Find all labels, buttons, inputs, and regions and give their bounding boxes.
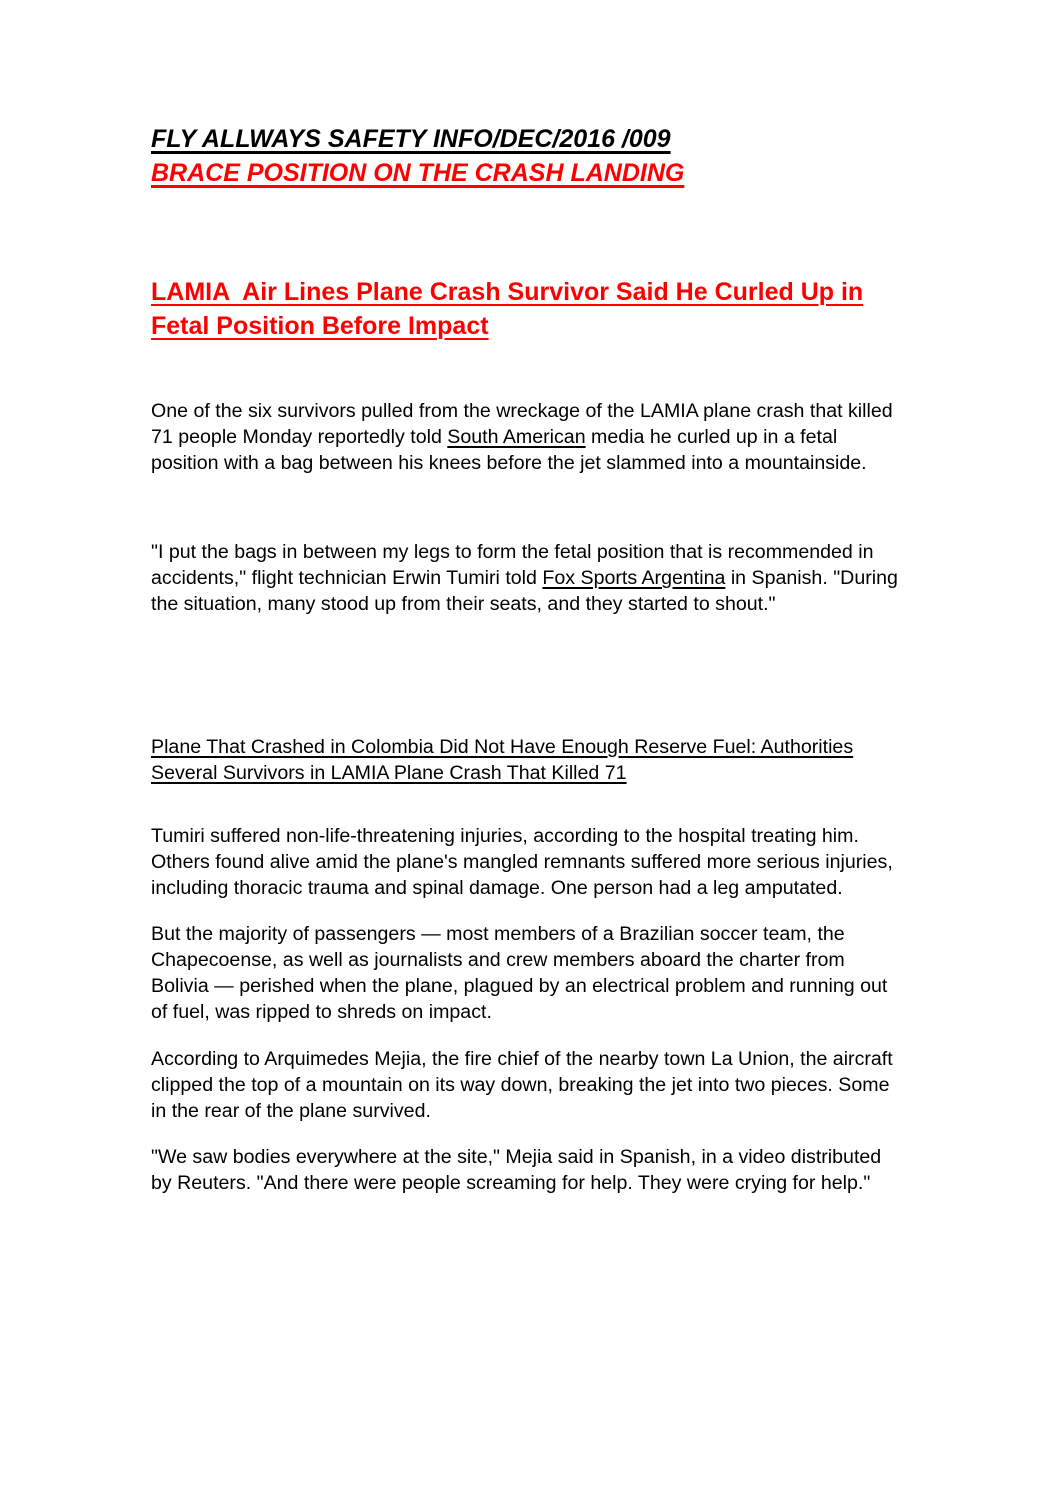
link-south-american[interactable]: South American xyxy=(447,426,586,448)
document-title-block xyxy=(151,122,901,190)
link-fox-sports-argentina[interactable]: Fox Sports Argentina xyxy=(542,567,726,589)
paragraph-injuries: Tumiri suffered non-life-threatening injuries, according to the hospital treating him. Others found alive amid the plane's mangled remnants suffered more serious injuries, including thoracic trauma and spinal damage. One person had a leg amputated. xyxy=(151,825,893,899)
paragraph-bodies-quote: "We saw bodies everywhere at the site," Mejia said in Spanish, in a video distributed by Reuters. "And there were people screaming for help. They were crying for help." xyxy=(151,1146,882,1194)
related-links xyxy=(151,734,901,786)
document-content xyxy=(151,122,901,1196)
article-headline xyxy=(151,275,901,343)
link-several-survivors-article[interactable]: Several Survivors in LAMIA Plane Crash That Killed 71 xyxy=(151,762,627,784)
document-title-line2-text: BRACE POSITION ON THE CRASH LANDING xyxy=(151,159,685,187)
document-title-line2 xyxy=(151,156,901,190)
article-headline-line2-text: Fetal Position Before Impact xyxy=(151,312,489,340)
paragraph-text: media he curled up in a fetal position with a bag between his knees before the jet slammed into a mountainside. xyxy=(151,426,867,474)
article-headline-line1-text: LAMIA Air Lines Plane Crash Survivor Said He Curled Up in xyxy=(151,278,864,306)
article-headline-line2 xyxy=(151,309,901,343)
paragraph-text: in Spanish. "During the situation, many stood up from their seats, and they started to shout." xyxy=(151,567,898,615)
document-title-line1-text: FLY ALLWAYS SAFETY INFO/DEC/2016 /009 xyxy=(151,125,671,153)
paragraph-survivors xyxy=(151,398,901,476)
paragraph-passengers: But the majority of passengers — most members of a Brazilian soccer team, the Chapecoense, as well as journalists and crew members aboard the charter from Bolivia — perished when the plane, plagued by an electrical problem and running out of fuel, was ripped to shreds on impact. xyxy=(151,923,888,1023)
document-title-line1 xyxy=(151,122,901,156)
paragraph-text: "I put the bags in between my legs to form the fetal position that is recommended in accidents," flight technician Erwin Tumiri told xyxy=(151,541,874,589)
paragraph-text: One of the six survivors pulled from the wreckage of the LAMIA plane crash that killed 71 people Monday reportedly told xyxy=(151,400,893,448)
paragraph-tumiri-quote xyxy=(151,539,901,617)
paragraph-fire-chief: According to Arquimedes Mejia, the fire chief of the nearby town La Union, the aircraft clipped the top of a mountain on its way down, breaking the jet into two pieces. Some in the rear of the plane survived. xyxy=(151,1048,893,1122)
article-headline-line1 xyxy=(151,275,901,309)
link-reserve-fuel-article[interactable]: Plane That Crashed in Colombia Did Not Have Enough Reserve Fuel: Authorities xyxy=(151,736,854,758)
